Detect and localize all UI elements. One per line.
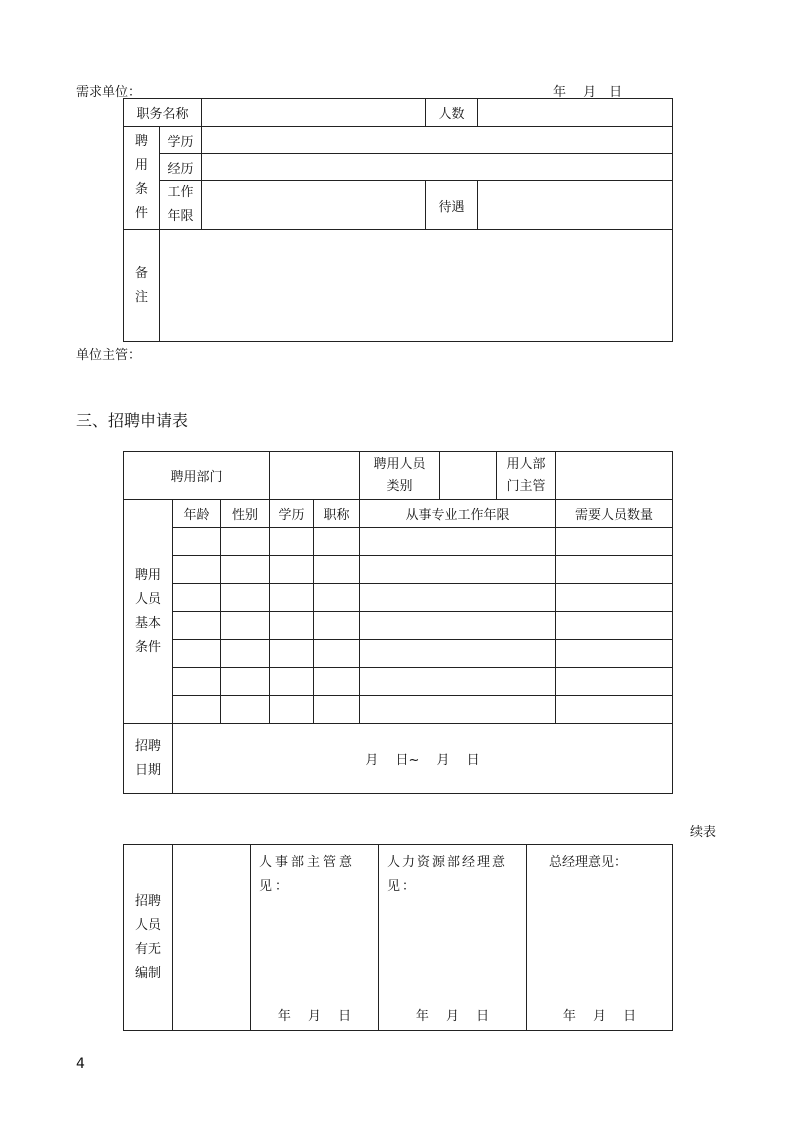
experience-label: 经历	[160, 154, 202, 181]
hr-manager-opinion: 人力资源部经理意见：	[387, 855, 508, 894]
table-row	[124, 668, 673, 696]
gm-opinion: 总经理意见：	[549, 855, 628, 870]
gm-date: 年 月 日	[562, 1009, 637, 1024]
page-number: 4	[76, 1056, 85, 1072]
position-name-label: 职务名称	[124, 99, 202, 127]
staff-category-label: 聘用人员 类别	[360, 452, 440, 500]
remarks-field[interactable]	[160, 230, 673, 342]
hiring-dept-label: 聘用部门	[124, 452, 270, 500]
table-row	[124, 696, 673, 724]
col-header-gender: 性别	[221, 500, 270, 528]
treatment-label: 待遇	[426, 181, 478, 230]
supervisor-label: 单位主管：	[76, 348, 142, 363]
table-row	[124, 640, 673, 668]
demand-unit-label: 需求单位：	[76, 85, 142, 100]
hr-manager-cell[interactable]	[379, 845, 527, 1031]
work-years-field[interactable]	[202, 181, 426, 230]
recruitment-application-table	[123, 451, 673, 794]
work-years-label: 工作 年限	[160, 181, 202, 230]
conditions-label: 聘 用 条 件	[124, 127, 160, 230]
headcount-field[interactable]	[478, 99, 673, 127]
treatment-field[interactable]	[478, 181, 673, 230]
section-title: 三、招聘申请表	[76, 411, 189, 430]
continued-label: 续表	[690, 825, 717, 840]
col-header-title: 职称	[314, 500, 360, 528]
establishment-label: 招聘 人员 有无 编制	[124, 845, 173, 1031]
basic-conditions-label: 聘用 人员 基本 条件	[124, 500, 173, 724]
date-label: 年 月 日	[553, 85, 623, 100]
education-label: 学历	[160, 127, 202, 154]
col-header-age: 年龄	[173, 500, 221, 528]
hr-manager-date: 年 月 日	[415, 1009, 490, 1024]
col-header-work-years: 从事专业工作年限	[360, 500, 556, 528]
recruit-date-label: 招聘 日期	[124, 724, 173, 794]
hr-supervisor-opinion: 人事部主管意见：	[259, 855, 356, 894]
table-row	[124, 556, 673, 584]
hr-supervisor-cell[interactable]	[251, 845, 379, 1031]
gm-cell[interactable]	[527, 845, 673, 1031]
recruit-date-value[interactable]: 月 日~ 月 日	[173, 724, 673, 794]
col-header-headcount: 需要人员数量	[556, 500, 673, 528]
hr-supervisor-date: 年 月 日	[277, 1009, 352, 1024]
remarks-label: 备 注	[124, 230, 160, 342]
approval-table	[123, 844, 673, 1031]
staff-category-field[interactable]	[440, 452, 497, 500]
job-requirements-table	[123, 98, 673, 342]
experience-field[interactable]	[202, 154, 673, 181]
position-name-field[interactable]	[202, 99, 426, 127]
dept-head-field[interactable]	[556, 452, 673, 500]
table-row	[124, 612, 673, 640]
headcount-label: 人数	[426, 99, 478, 127]
dept-head-label: 用人部 门主管	[497, 452, 556, 500]
table-row	[124, 584, 673, 612]
establishment-field[interactable]	[173, 845, 251, 1031]
table-row	[124, 528, 673, 556]
hiring-dept-field[interactable]	[270, 452, 360, 500]
education-field[interactable]	[202, 127, 673, 154]
col-header-education: 学历	[270, 500, 314, 528]
